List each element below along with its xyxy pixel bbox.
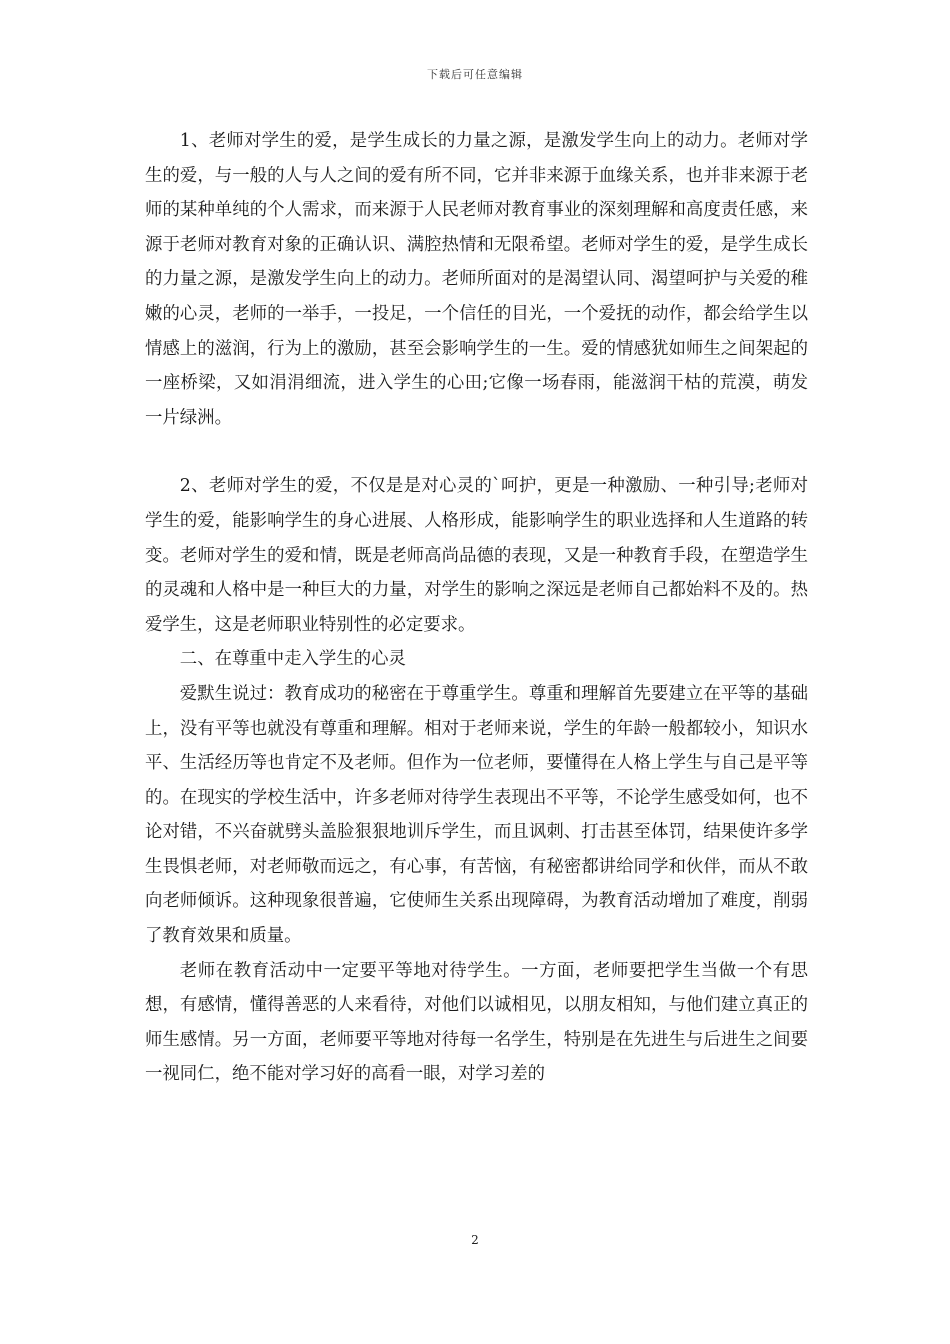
section-heading: 二、在尊重中走入学生的心灵 xyxy=(179,649,406,670)
paragraph-4: 老师在教育活动中一定要平等地对待学生。一方面，老师要把学生当做一个有思想，有感情，懂得善恶的人来看待，对他们以诚相见，以朋友相知，与他们建立真正的师生感情。另一方面，老师要平等地对待每一名学生，特别是在先进生与后进生之间要一视同仁，绝不能对学习好的高看一眼，对学习差的 xyxy=(145,960,808,1085)
page-body xyxy=(145,124,808,1092)
paragraph-spacer xyxy=(145,435,808,469)
page-number: 2 xyxy=(471,1233,479,1247)
paragraph-1: 1、老师对学生的爱，是学生成长的力量之源，是激发学生向上的动力。老师对学生的爱，与一般的人与人之间的爱有所不同，它并非来源于血缘关系，也并非来源于老师的某种单纯的个人需求，而来源于人民老师对教育事业的深刻理解和高度责任感，来源于老师对教育对象的正确认识、满腔热情和无限希望。老师对学生的爱，是学生成长的力量之源，是激发学生向上的动力。老师所面对的是渴望认同、渴望呵护与关爱的稚嫩的心灵，老师的一举手，一投足，一个信任的目光，一个爱抚的动作，都会给学生以情感上的滋润，行为上的激励，甚至会影响学生的一生。爱的情感犹如师生之间架起的一座桥梁，又如涓涓细流，进入学生的心田;它像一场春雨，能滋润干枯的荒漠，萌发一片绿洲。 xyxy=(145,131,808,428)
paragraph-3: 爱默生说过：教育成功的秘密在于尊重学生。尊重和理解首先要建立在平等的基础上，没有平等也就没有尊重和理解。相对于老师来说，学生的年龄一般都较小，知识水平、生活经历等也肯定不及老师。但作为一位老师，要懂得在人格上学生与自己是平等的。在现实的学校生活中，许多老师对待学生表现出不平等，不论学生感受如何，也不论对错，不兴奋就劈头盖脸狠狠地训斥学生，而且讽刺、打击甚至体罚，结果使许多学生畏惧老师，对老师敬而远之，有心事，有苦恼，有秘密都讲给同学和伙伴，而从不敢向老师倾诉。这种现象很普遍，它使师生关系出现障碍，为教育活动增加了难度，削弱了教育效果和质量。 xyxy=(145,683,808,947)
page-header: 下载后可任意编辑 xyxy=(427,68,523,81)
paragraph-2: 2、老师对学生的爱，不仅是是对心灵的`呵护，更是一种激励、一种引导;老师对学生的爱，能影响学生的身心进展、人格形成，能影响学生的职业选择和人生道路的转变。老师对学生的爱和情，既是老师高尚品德的表现，又是一种教育手段，在塑造学生的灵魂和人格中是一种巨大的力量，对学生的影响之深远是老师自己都始料不及的。热爱学生，这是老师职业特别性的必定要求。 xyxy=(145,476,808,635)
